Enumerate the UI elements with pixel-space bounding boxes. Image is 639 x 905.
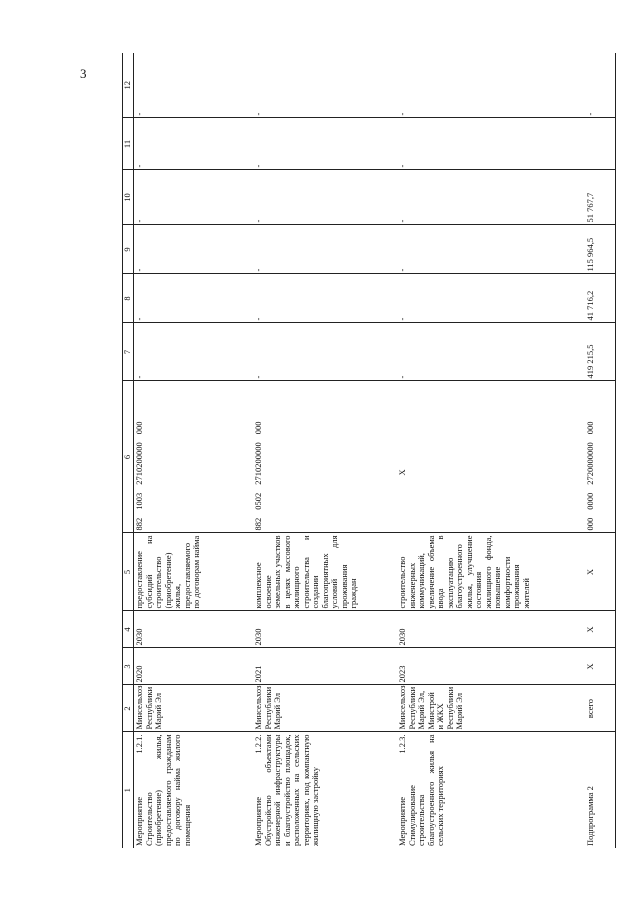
executor-cell: всего: [585, 685, 616, 732]
table-row: [585, 53, 616, 848]
start-year-cell: X: [585, 648, 616, 685]
header-cell: 3: [123, 648, 134, 685]
header-cell: 7: [123, 323, 134, 381]
start-year-cell: 2021: [253, 648, 397, 685]
value-cell: -: [397, 118, 585, 170]
value-cell: [585, 118, 616, 170]
value-cell: -: [253, 53, 397, 118]
value-cell: -: [253, 323, 397, 381]
code-grbs: 882: [253, 517, 263, 531]
value-cell: -: [134, 118, 254, 170]
subprogram-cell: Подпрограмма 2: [585, 732, 616, 848]
measure-name-cell: Мероприятие 1.2.1. Строительство (приобретение) жилья, предоставляемого гражданам по договору найма жилого помещения: [134, 734, 192, 846]
end-year-cell: 2030: [397, 611, 585, 648]
header-cell: 4: [123, 611, 134, 648]
value-cell: -: [397, 225, 585, 274]
value-cell: -: [253, 225, 397, 274]
value-cell: -: [134, 225, 254, 274]
code-mark: X: [397, 469, 407, 476]
code-target: 2720000000: [585, 442, 595, 485]
value-cell: -: [134, 274, 254, 323]
value-cell: 41 716,2: [585, 274, 616, 323]
executor-cell: Минсельхоз Республики Марий Эл, Минстрой и ЖКХ Республики Марий Эл: [397, 685, 585, 732]
table-row: [253, 53, 397, 848]
value-cell: -: [253, 118, 397, 170]
header-cell: 12: [123, 53, 134, 118]
result-cell: предоставление субсидий на строительство (приобретение) жилья, предоставляемого по договорам найма: [134, 533, 254, 611]
value-cell: -: [397, 170, 585, 225]
executor-cell: Минсельхоз Республики Марий Эл: [253, 685, 397, 732]
measure-name-cell: Мероприятие 1.2.2. Обустройство объектами инженерной инфраструктуры и благоустройство площадок, расположенных на сельских территориях, под компактную жилищную застройку: [253, 734, 321, 846]
budget-code-cell: [134, 381, 254, 533]
budget-code-cell: [397, 381, 585, 533]
value-cell: -: [397, 53, 585, 118]
program-table-rotated: [122, 53, 630, 848]
header-cell: 11: [123, 118, 134, 170]
header-cell: 6: [123, 381, 134, 533]
result-cell: строительство инженерных коммуникаций, увеличение объема ввода в эксплуатацию благоустроенного жилья, улучшение состояния жилищного фонда, повышение комфортности проживания жителей: [397, 533, 585, 611]
code-section: 0502: [253, 492, 263, 510]
code-target: 2710200000: [253, 442, 263, 485]
executor-cell: Минсельхоз Республики Марий Эл: [134, 685, 254, 732]
value-cell: -: [134, 170, 254, 225]
value-cell: 51 767,7: [585, 170, 616, 225]
code-type: 000: [134, 421, 144, 435]
start-year-cell: 2023: [397, 648, 585, 685]
header-cell: 10: [123, 170, 134, 225]
value-cell: -: [397, 323, 585, 381]
value-cell: -: [253, 170, 397, 225]
header-cell: 2: [123, 685, 134, 732]
end-year-cell: 2030: [134, 611, 254, 648]
measure-name-cell: Мероприятие 1.2.3. Стимулирование строительства благоустроенного жилья на сельских территориях: [397, 734, 446, 846]
header-cell: 8: [123, 274, 134, 323]
result-cell: комплексное освоение земельных участков в целях массового жилищного строительства и создании благоприятных условий для проживания граждан: [253, 533, 397, 611]
code-target: 2710200000: [134, 442, 144, 485]
value-cell: 419 215,5: [585, 323, 616, 381]
budget-code-cell: [253, 381, 397, 533]
header-row: [123, 53, 134, 848]
page-number: 3: [80, 66, 87, 81]
code-grbs: 882: [134, 517, 144, 531]
header-cell: 9: [123, 225, 134, 274]
value-cell: -: [134, 323, 254, 381]
code-type: 000: [585, 421, 595, 435]
budget-code-cell: [585, 381, 616, 533]
value-cell: 115 964,5: [585, 225, 616, 274]
program-table: [122, 53, 616, 848]
end-year-cell: 2030: [253, 611, 397, 648]
table-row: [397, 53, 585, 848]
code-grbs: 000: [585, 517, 595, 531]
table-row: [134, 53, 254, 848]
code-section: 0000: [585, 492, 595, 510]
result-cell: X: [585, 533, 616, 611]
value-cell: -: [134, 53, 254, 118]
header-cell: 5: [123, 533, 134, 611]
value-cell: -: [253, 274, 397, 323]
end-year-cell: X: [585, 611, 616, 648]
header-cell: 1: [123, 732, 134, 848]
code-section: 1003: [134, 492, 144, 510]
code-type: 000: [253, 421, 263, 435]
value-cell: -: [397, 274, 585, 323]
value-cell: -: [585, 53, 616, 118]
start-year-cell: 2020: [134, 648, 254, 685]
